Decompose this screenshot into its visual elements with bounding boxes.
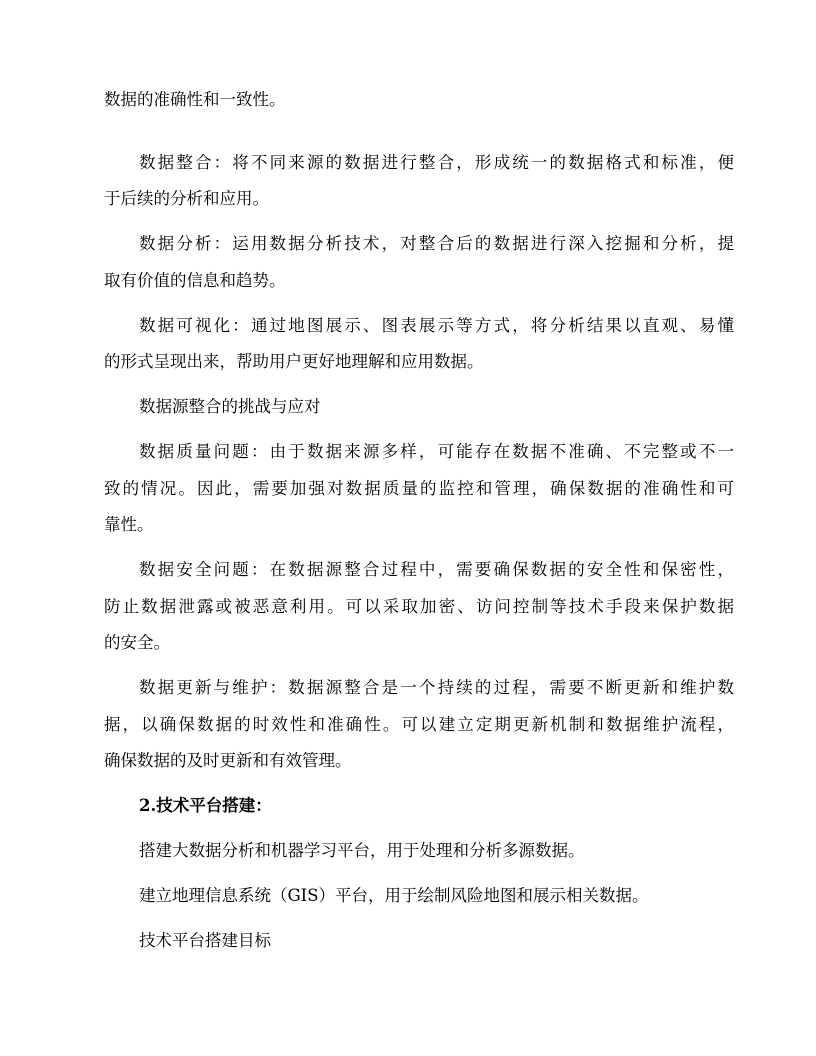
text-line: 数据安全问题：在数据源整合过程中，需要确保数据的安全性和保密性， — [139, 560, 734, 579]
text-line: 数据源整合的挑战与应对 — [139, 397, 321, 416]
text-line: 致的情况。因此，需要加强对数据质量的监控和管理，确保数据的准确性和可 — [104, 478, 734, 498]
paragraph — [104, 670, 734, 780]
text-line: 确保数据的及时更新和有效管理。 — [104, 751, 352, 770]
paragraph — [104, 308, 734, 381]
text-line: 搭建大数据分析和机器学习平台，用于处理和分析多源数据。 — [139, 841, 585, 860]
document-page — [104, 82, 734, 968]
text-line: 数据可视化：通过地图展示、图表展示等方式，将分析结果以直观、易懂 — [139, 315, 734, 335]
text-line: 2.技术平台搭建： — [139, 796, 272, 815]
text-line: 数据更新与维护：数据源整合是一个持续的过程，需要不断更新和维护数 — [139, 678, 734, 697]
paragraph — [104, 878, 734, 915]
text-line: 数据的准确性和一致性。 — [104, 90, 286, 109]
section-heading — [104, 788, 734, 825]
text-line: 数据整合：将不同来源的数据进行整合，形成统一的数据格式和标准，便 — [139, 152, 734, 172]
text-line: 数据质量问题：由于数据来源多样，可能存在数据不准确、不完整或不一 — [139, 442, 734, 461]
text-line: 靠性。 — [104, 515, 154, 534]
paragraph — [104, 226, 734, 299]
text-line: 据，以确保数据的时效性和准确性。可以建立定期更新机制和数据维护流程， — [104, 714, 734, 734]
paragraph — [104, 145, 734, 218]
text-line: 技术平台搭建目标 — [139, 931, 271, 950]
text-line: 的形式呈现出来，帮助用户更好地理解和应用数据。 — [104, 352, 484, 371]
paragraph — [104, 552, 734, 662]
text-line: 数据分析：运用数据分析技术，对整合后的数据进行深入挖掘和分析，提 — [139, 234, 734, 253]
paragraph — [104, 82, 734, 119]
paragraph — [104, 833, 734, 870]
text-line: 的安全。 — [104, 633, 170, 652]
text-line: 取有价值的信息和趋势。 — [104, 270, 286, 290]
text-line: 防止数据泄露或被恶意利用。可以采取加密、访问控制等技术手段来保护数据 — [104, 596, 734, 616]
paragraph — [104, 434, 734, 544]
text-line: 于后续的分析和应用。 — [104, 189, 269, 208]
text-line: 建立地理信息系统（GIS）平台，用于绘制风险地图和展示相关数据。 — [139, 886, 649, 905]
paragraph — [104, 923, 734, 960]
paragraph — [104, 389, 734, 426]
